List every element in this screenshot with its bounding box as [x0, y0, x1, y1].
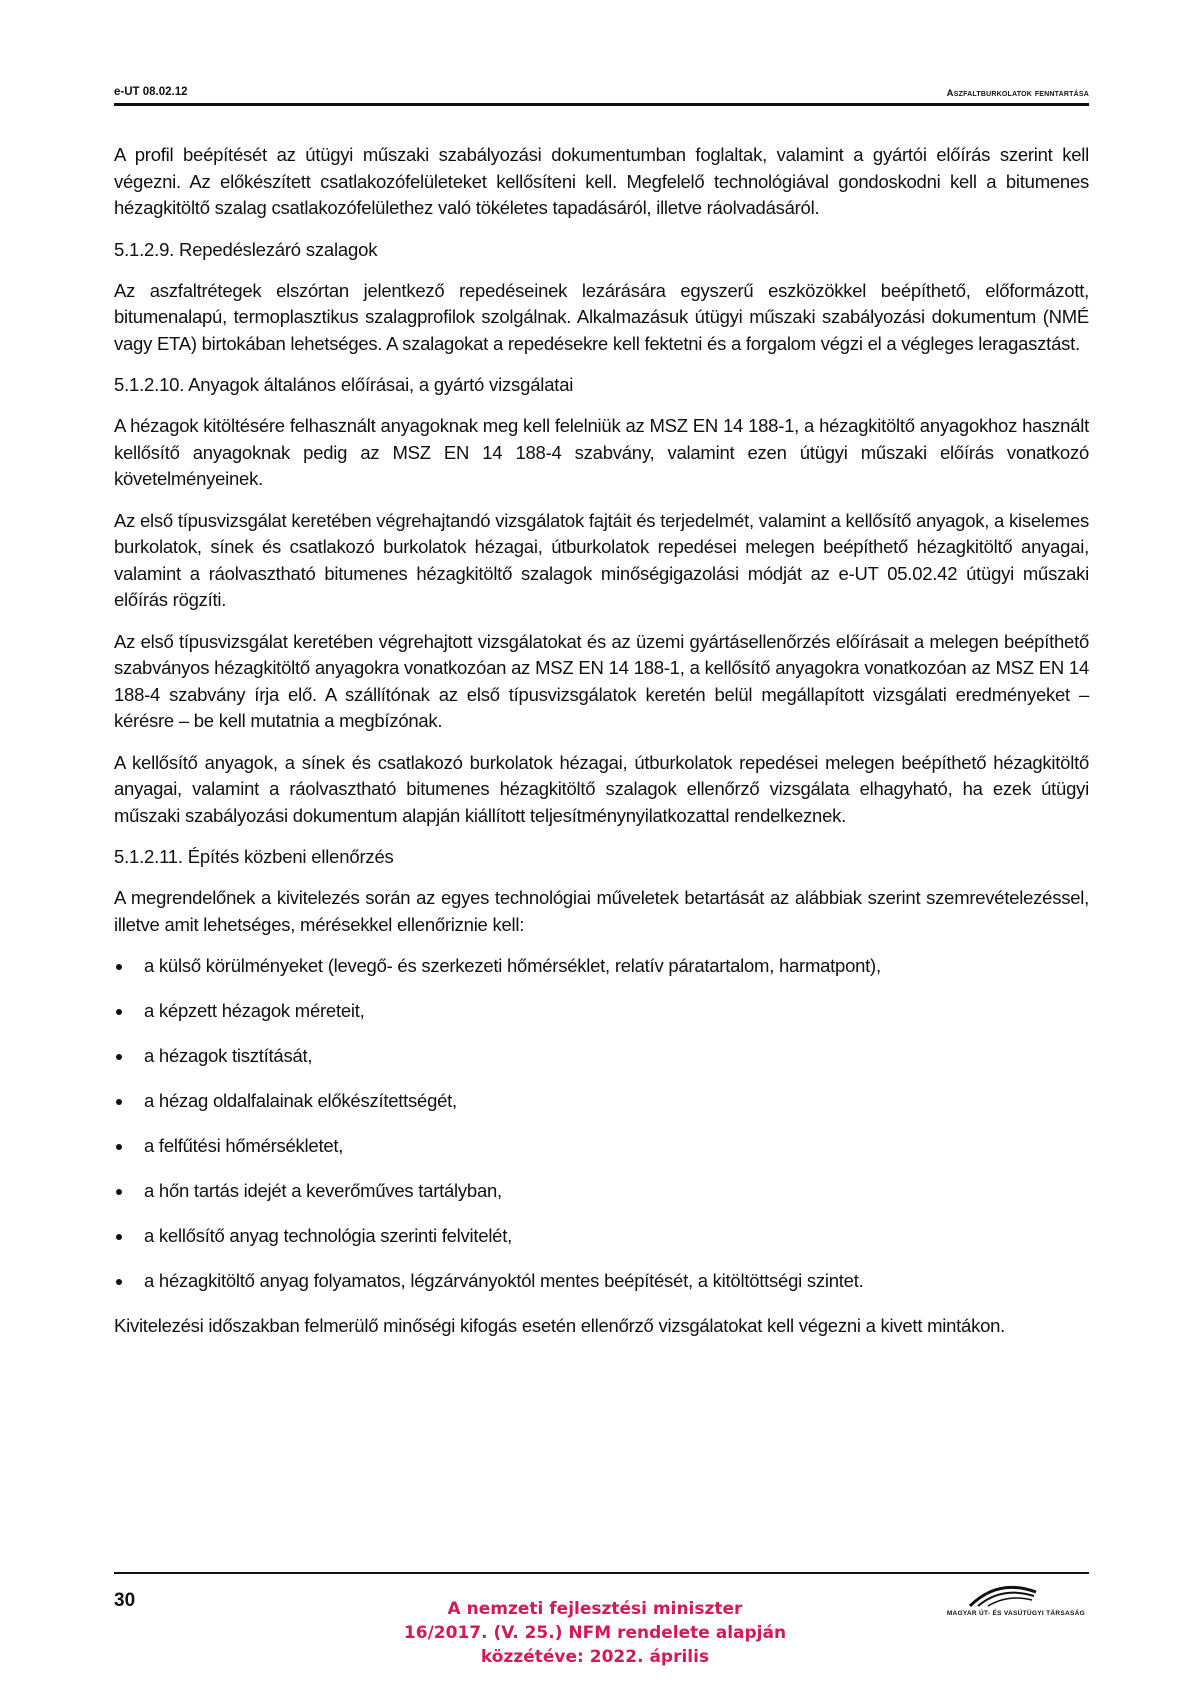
list-item — [114, 1223, 1089, 1249]
section-5-1-2-9-paragraph: Az aszfaltrétegek elszórtan jelentkező repedéseinek lezárására egyszerű eszközökkel beépíthető, előformázott, bitumenalapú, termoplasztikus szalagprofilok szolgálnak. Alkalmazásuk útügyi műszaki szabályozási dokumentum (NMÉ vagy ETA) birtokában lehetséges. A szalagokat a repedésekre kell fektetni és a forgalom végzi el a végleges leragasztást. — [114, 279, 1089, 354]
bullet-icon — [116, 1009, 122, 1015]
list-item — [114, 1043, 1089, 1069]
inspection-bullet-list — [114, 953, 1089, 1294]
page-header — [114, 86, 1089, 104]
section-heading-5-1-2-9: 5.1.2.9. Repedéslezáró szalagok — [114, 238, 378, 260]
list-item-text: a hőn tartás idejét a keverőműves tartályban, — [144, 1180, 502, 1201]
intro-paragraph: A profil beépítését az útügyi műszaki szabályozási dokumentumban foglaltak, valamint a gyártói előírás szerint kell végezni. Az előkészített csatlakozófelületeket kellősíteni kell. Megfelelő technológiával gondoskodni kell a bitumenes hézagkitöltő szalag csatlakozófelülethez való tökéletes tapadásáról, illetve ráolvadásáról. — [114, 144, 1089, 218]
list-item-text: a hézag oldalfalainak előkészítettségét, — [144, 1090, 457, 1111]
bullet-icon — [116, 1144, 122, 1150]
bullet-icon — [116, 1189, 122, 1195]
list-item — [114, 1268, 1089, 1294]
logo-text: MAGYAR ÚT- ÉS VASÚTÜGYI TÁRSASÁG — [946, 1610, 1085, 1617]
list-item-text: a külső körülményeket (levegő- és szerkezeti hőmérséklet, relatív páratartalom, harmatpont), — [144, 955, 881, 976]
list-item-text: a felfűtési hőmérsékletet, — [144, 1135, 344, 1156]
bullet-icon — [116, 1099, 122, 1105]
publication-notice — [395, 1597, 795, 1669]
publication-line-2: 16/2017. (V. 25.) NFM rendelete alapján — [403, 1623, 787, 1643]
section-5-1-2-10-paragraph-3: Az első típusvizsgálat keretében végrehajtott vizsgálatokat és az üzemi gyártásellenőrzés előírásait a melegen beépíthető szabványos hézagkitöltő anyagokra vonatkozóan az MSZ EN 14 188-1, a kellősítő anyagokra vonatkozóan az MSZ EN 14 188-4 szabvány írja elő. A szállítónak az első típusvizsgálatok keretén belül megállapított vizsgálati eredményeket – kérésre – be kell mutatnia a megbízónak. — [114, 630, 1089, 731]
road-arc-icon — [968, 1582, 1038, 1608]
section-5-1-2-11-paragraph-2: Kivitelezési időszakban felmerülő minőségi kifogás esetén ellenőrző vizsgálatokat kell végezni a kivett mintákon. — [114, 1315, 1006, 1336]
publication-line-3: közzétéve: 2022. április — [480, 1647, 710, 1667]
section-heading-5-1-2-11: 5.1.2.11. Építés közbeni ellenőrzés — [114, 846, 394, 867]
page-number: 30 — [114, 1590, 136, 1611]
list-item-text: a kellősítő anyag technológia szerinti felvitelét, — [144, 1225, 512, 1246]
section-heading-5-1-2-10: 5.1.2.10. Anyagok általános előírásai, a gyártó vizsgálatai — [114, 374, 574, 395]
header-rule — [114, 103, 1089, 106]
section-5-1-2-10-paragraph-4: A kellősítő anyagok, a sínek és csatlakozó burkolatok hézagai, útburkolatok repedései melegen beépíthető hézagkitöltő anyagai, valamint a ráolvasztható bitumenes hézagkitöltő szalagok ellenőrző vizsgálata elhagyható, ha ezek útügyi műszaki szabályozási dokumentum alapján kiállított teljesítménynyilatkozattal rendelkeznek. — [114, 751, 1089, 826]
bullet-icon — [116, 1279, 122, 1285]
header-doc-title: Aszfaltburkolatok fenntartása — [946, 88, 1089, 99]
section-5-1-2-10-paragraph-2: Az első típusvizsgálat keretében végrehajtandó vizsgálatok fajtáit és terjedelmét, valamint a kellősítő anyagok, a kiselemes burkolatok, sínek és csatlakozó burkolatok hézagai, útburkolatok repedései melegen beépíthető hézagkitöltő anyagai, valamint a ráolvasztható bitumenes hézagkitöltő szalagok minőségigazolási módját az e-UT 05.02.42 útügyi műszaki előírás rögzíti. — [114, 509, 1089, 610]
section-5-1-2-11-paragraph-1: A megrendelőnek a kivitelezés során az egyes technológiai műveletek betartását az alábbiak szerint szemrevételezéssel, illetve amit lehetséges, mérésekkel ellenőriznie kell: — [114, 887, 1089, 935]
bullet-icon — [116, 1234, 122, 1240]
header-doc-code: e-UT 08.02.12 — [114, 86, 188, 98]
list-item — [114, 998, 1089, 1024]
list-item — [114, 1133, 1089, 1159]
list-item-text: a hézagok tisztítását, — [144, 1045, 313, 1066]
bullet-icon — [116, 964, 122, 970]
footer-rule — [114, 1572, 1089, 1574]
page-content — [114, 142, 1089, 1355]
society-logo — [920, 1582, 1085, 1622]
list-item — [114, 1178, 1089, 1204]
list-item — [114, 953, 1089, 979]
bullet-icon — [116, 1054, 122, 1060]
list-item — [114, 1088, 1089, 1114]
section-5-1-2-10-paragraph-1: A hézagok kitöltésére felhasznált anyagoknak meg kell felelniük az MSZ EN 14 188-1, a hézagkitöltő anyagokhoz használt kellősítő anyagoknak pedig az MSZ EN 14 188-4 szabvány, valamint ezen útügyi műszaki előírás vonatkozó követelményeinek. — [114, 415, 1089, 489]
list-item-text: a képzett hézagok méreteit, — [144, 1000, 365, 1021]
publication-line-1: A nemzeti fejlesztési miniszter — [447, 1599, 743, 1619]
list-item-text: a hézagkitöltő anyag folyamatos, légzárványoktól mentes beépítését, a kitöltöttségi szintet. — [144, 1270, 864, 1291]
